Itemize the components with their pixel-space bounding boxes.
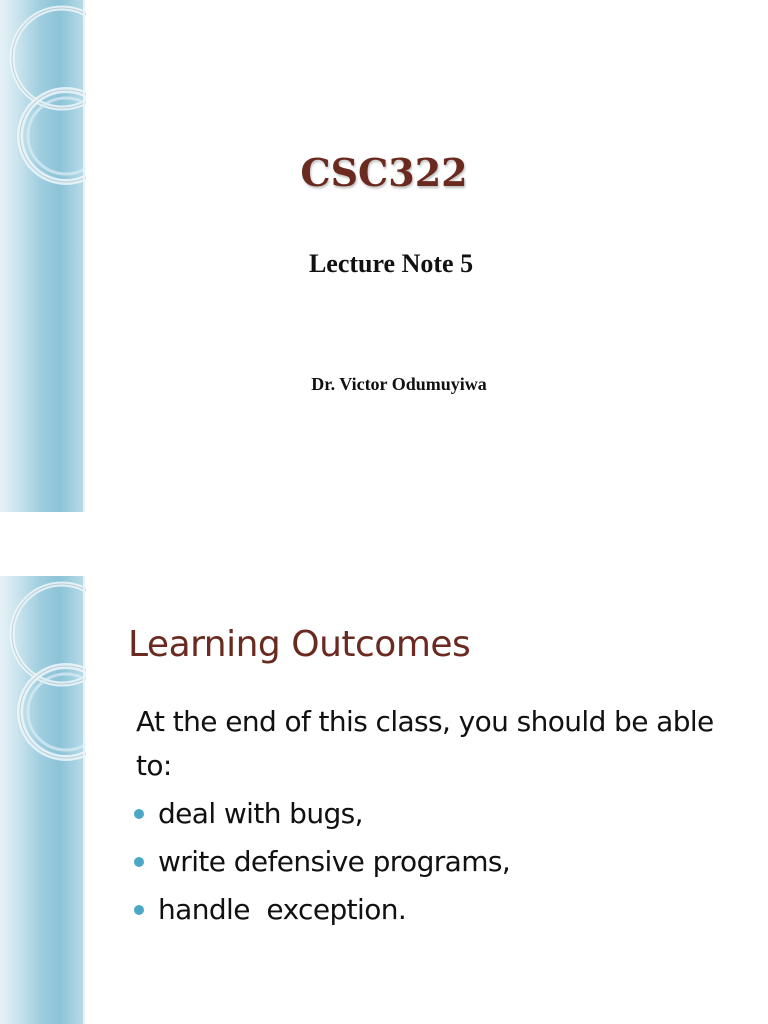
list-item [134, 886, 510, 934]
list-item [134, 838, 510, 886]
bullet-icon [134, 857, 144, 867]
bullet-icon [134, 809, 144, 819]
bullet-icon [134, 905, 144, 915]
list-item [134, 790, 510, 838]
slide-heading: Learning Outcomes [128, 624, 471, 665]
intro-text: At the end of this class, you should be able to: [136, 705, 714, 782]
decorative-side-band [0, 576, 85, 1024]
slide-title: CSC322 [300, 150, 468, 195]
learning-outcomes-slide [0, 576, 768, 1024]
list-item-text: write defensive programs, [158, 845, 511, 878]
outcomes-list [134, 790, 510, 934]
list-item-text: handle exception. [158, 893, 407, 926]
author-name: Dr. Victor Odumuyiwa [311, 374, 487, 394]
list-item-text: deal with bugs, [158, 797, 363, 830]
slide-subtitle: Lecture Note 5 [308, 249, 474, 278]
decorative-rings-icon [0, 576, 86, 776]
